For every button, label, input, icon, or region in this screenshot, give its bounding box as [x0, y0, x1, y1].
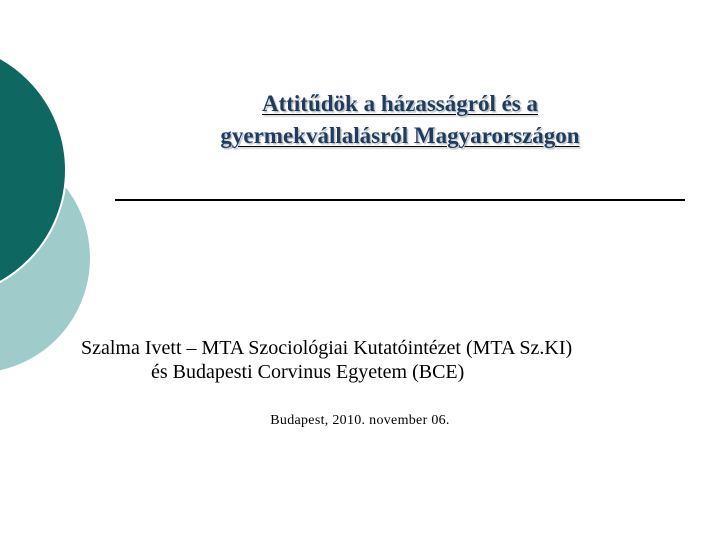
author-line-1: Szalma Ivett – MTA Szociológiai Kutatóintézet (MTA Sz.KI)	[81, 337, 573, 359]
title-line-2: gyermekvállalásról Magyarországon	[220, 123, 580, 148]
title-divider	[115, 199, 685, 201]
author-line-2: és Budapesti Corvinus Egyetem (BCE)	[151, 361, 465, 383]
slide-title	[90, 88, 710, 152]
author-affiliation	[70, 336, 710, 384]
presentation-date: Budapest, 2010. november 06.	[270, 413, 450, 428]
title-line-1: Attitűdök a házasságról és a	[261, 91, 538, 116]
